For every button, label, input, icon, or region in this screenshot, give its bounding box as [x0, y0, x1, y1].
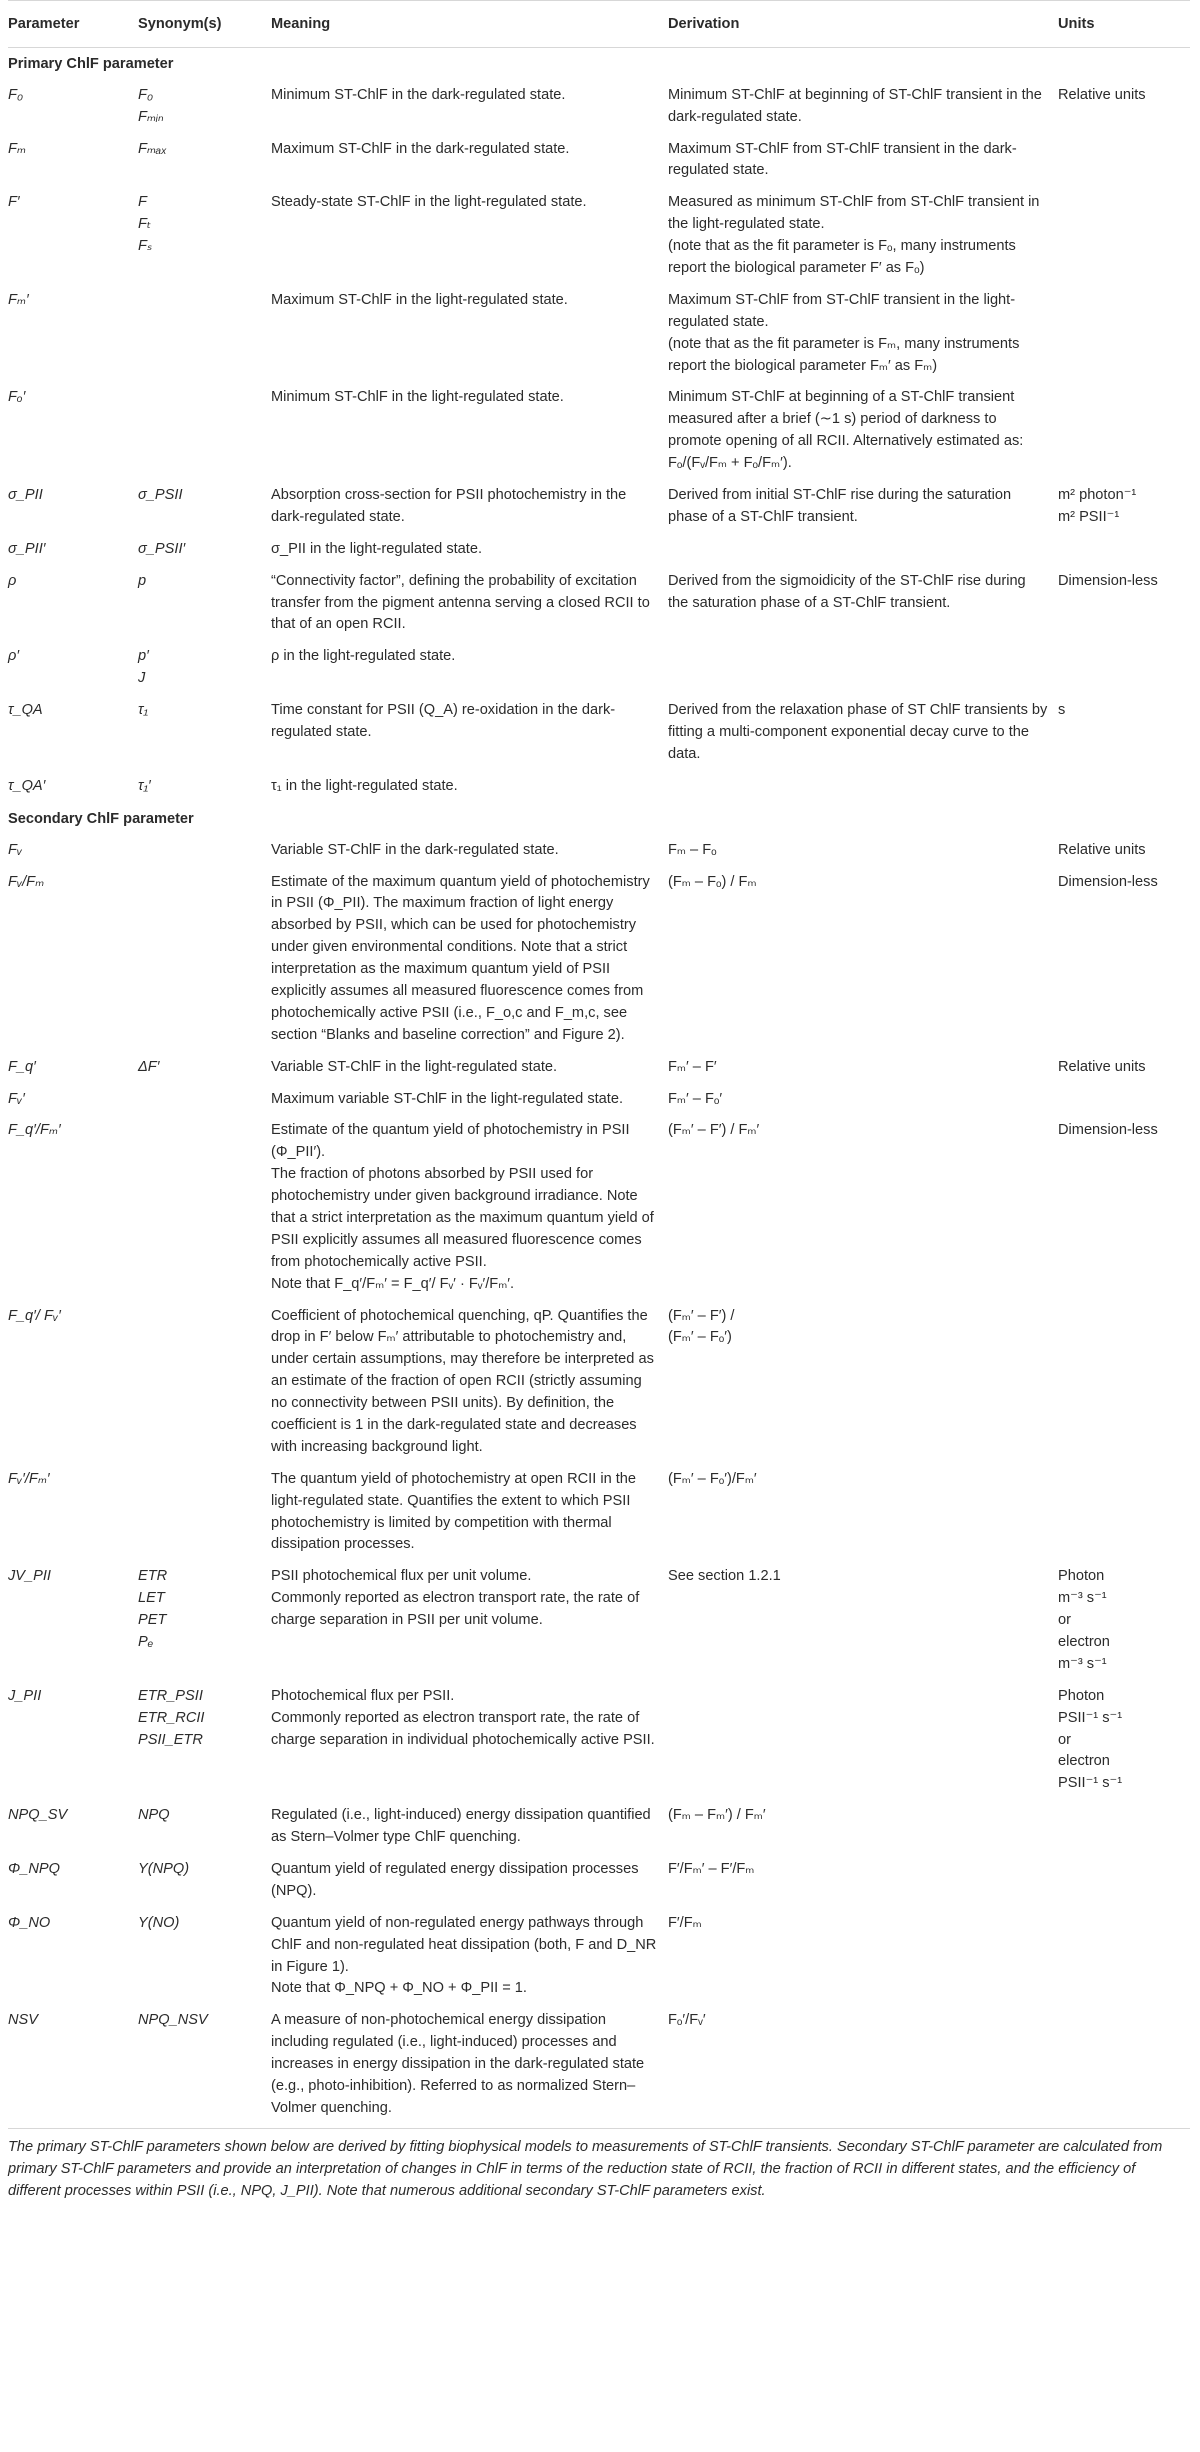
synonym-cell: [138, 1800, 271, 1854]
meaning-cell: [271, 1464, 668, 1562]
meaning-cell: [271, 566, 668, 642]
parameter-row: [8, 1301, 1190, 1464]
synonym-line: NPQ: [138, 1807, 170, 1824]
derivation-cell: [668, 1084, 1058, 1116]
derivation-cell: [668, 382, 1058, 480]
derivation-cell: [668, 2005, 1058, 2128]
parameter-cell: F₀: [8, 86, 24, 103]
synonym-cell: [138, 480, 271, 534]
units-cell: [1058, 771, 1190, 803]
meaning-line: The quantum yield of photochemistry at open RCII in the light-regulated state. Quantifies the extent to which PSII photochemistry is limited by competition with thermal dissipation processes.: [271, 1470, 637, 1553]
meaning-cell: [271, 771, 668, 803]
parameter-cell: ρ′: [8, 648, 20, 665]
derivation-line: Fₒ′/Fᵥ′: [668, 2012, 706, 2029]
derivation-line: Maximum ST-ChlF from ST-ChlF transient in the light-regulated state.: [668, 291, 1016, 330]
meaning-line: Estimate of the quantum yield of photochemistry in PSII (Φ_PII′).: [271, 1122, 630, 1161]
derivation-cell: [668, 1854, 1058, 1908]
units-cell: [1058, 566, 1190, 642]
table-header-row: [8, 1, 1190, 48]
units-cell: [1058, 1561, 1190, 1680]
meaning-line: Variable ST-ChlF in the light-regulated state.: [271, 1058, 558, 1075]
synonym-cell: [138, 382, 271, 480]
derivation-cell: [668, 534, 1058, 566]
derivation-line: (note that as the fit parameter is Fₘ, many instruments report the biological parameter Fₘ′ as Fₘ): [668, 335, 1020, 374]
parameter-cell: Fᵥ′: [8, 1090, 25, 1107]
meaning-cell: [271, 2005, 668, 2128]
parameter-cell: σ_PII: [8, 487, 43, 504]
synonym-cell: [138, 285, 271, 383]
table-footnote: The primary ST-ChlF parameters shown below are derived by fitting biophysical models to measurements of ST-ChlF transients. Secondary ST-ChlF parameter are calculated from primary ST-ChlF parameters and provide an interpretation of changes in ChlF in terms of the reduction state of RCII, the fraction of RCII in different states, and the efficiency of different processes within PSII (i.e., NPQ, J_PII). Note that numerous additional secondary ST-ChlF parameters exist.: [8, 2138, 1163, 2200]
meaning-line: Note that Φ_NPQ + Φ_NO + Φ_PII = 1.: [271, 1980, 527, 1997]
derivation-cell: [668, 1800, 1058, 1854]
synonym-cell: [138, 566, 271, 642]
meaning-line: Minimum ST-ChlF in the light-regulated state.: [271, 389, 564, 406]
parameter-cell: F_q′/Fₘ′: [8, 1122, 61, 1139]
units-cell: [1058, 835, 1190, 867]
synonym-line: Fₛ: [138, 238, 153, 255]
synonym-line: Pₑ: [138, 1634, 154, 1650]
parameter-row: [8, 1854, 1190, 1908]
synonym-cell: [138, 1052, 271, 1084]
parameter-cell: Fₘ: [8, 140, 27, 157]
meaning-line: PSII photochemical flux per unit volume.: [271, 1568, 532, 1585]
meaning-line: Commonly reported as electron transport rate, the rate of charge separation in PSII per unit volume.: [271, 1590, 640, 1629]
parameter-row: [8, 771, 1190, 803]
derivation-line: (Fₘ′ – Fₒ′): [668, 1329, 732, 1346]
meaning-cell: [271, 80, 668, 134]
synonym-line: ΔF′: [138, 1058, 160, 1075]
derivation-line: (Fₘ – Fₘ′) / Fₘ′: [668, 1807, 766, 1824]
synonym-line: ETR_RCII: [138, 1709, 205, 1726]
parameter-cell: Fₘ′: [8, 291, 29, 308]
units-cell: [1058, 695, 1190, 771]
table-body: [8, 47, 1190, 2128]
derivation-cell: [668, 641, 1058, 695]
units-cell: [1058, 1084, 1190, 1116]
meaning-cell: [271, 480, 668, 534]
synonym-line: PSII_ETR: [138, 1731, 203, 1748]
parameter-cell: Fᵥ: [8, 841, 23, 858]
meaning-cell: [271, 867, 668, 1052]
units-cell: [1058, 80, 1190, 134]
synonym-line: Fₜ: [138, 216, 152, 233]
synonym-line: ETR: [138, 1568, 168, 1585]
synonym-cell: [138, 1681, 271, 1800]
parameter-cell: τ_QA′: [8, 777, 46, 794]
meaning-line: “Connectivity factor”, defining the probability of excitation transfer from the pigment antenna serving a closed RCII to that of an open RCII.: [271, 572, 650, 633]
synonym-cell: [138, 1561, 271, 1680]
derivation-line: Fₘ – Fₒ: [668, 841, 717, 858]
parameter-row: [8, 1908, 1190, 2006]
derivation-cell: [668, 80, 1058, 134]
units-line: s: [1058, 702, 1066, 719]
derivation-line: Fₘ′ – Fₒ′: [668, 1090, 723, 1107]
derivation-cell: [668, 480, 1058, 534]
derivation-cell: [668, 695, 1058, 771]
meaning-cell: [271, 1561, 668, 1680]
derivation-line: Derived from initial ST-ChlF rise during the saturation phase of a ST-ChlF transient.: [668, 487, 1012, 525]
units-cell: [1058, 1908, 1190, 2006]
derivation-line: Derived from the sigmoidicity of the ST-ChlF rise during the saturation phase of a ST-ChlF transient.: [668, 572, 1026, 611]
meaning-line: Coefficient of photochemical quenching, qP. Quantifies the drop in F′ below Fₘ′ attributable to photochemistry and, under certain assumptions, may therefore be interpreted as an estimate of the fraction of open RCII (strictly assuming no connectivity between PSII units). By definition, the coefficient is 1 in the dark-regulated state and decreases with increasing background light.: [271, 1307, 654, 1455]
meaning-line: Photochemical flux per PSII.: [271, 1687, 455, 1704]
synonym-line: p′: [138, 648, 149, 665]
meaning-line: σ_PII in the light-regulated state.: [271, 540, 483, 557]
parameter-row: [8, 187, 1190, 285]
parameter-row: [8, 134, 1190, 188]
units-cell: [1058, 641, 1190, 695]
header-derivation: Derivation: [668, 1, 1058, 48]
units-cell: [1058, 1115, 1190, 1300]
units-line: Relative units: [1058, 86, 1146, 103]
synonym-cell: [138, 1084, 271, 1116]
meaning-line: Time constant for PSII (Q_A) re-oxidation in the dark-regulated state.: [271, 702, 616, 741]
derivation-cell: [668, 285, 1058, 383]
parameter-row: [8, 285, 1190, 383]
synonym-line: σ_PSII: [138, 487, 183, 504]
parameter-cell: F_q′: [8, 1058, 36, 1075]
synonym-line: F: [138, 194, 147, 211]
units-line: Relative units: [1058, 841, 1146, 858]
parameter-cell: σ_PII′: [8, 540, 46, 557]
units-cell: [1058, 382, 1190, 480]
meaning-cell: [271, 382, 668, 480]
derivation-cell: [668, 1681, 1058, 1800]
meaning-line: Regulated (i.e., light-induced) energy dissipation quantified as Stern–Volmer type ChlF quenching.: [271, 1807, 651, 1846]
synonym-cell: [138, 534, 271, 566]
synonym-cell: [138, 641, 271, 695]
synonym-cell: [138, 1115, 271, 1300]
parameter-row: [8, 1800, 1190, 1854]
units-line: Photon: [1058, 1568, 1105, 1585]
derivation-line: Derived from the relaxation phase of ST ChlF transients by fitting a multi-component exponential decay curve to the data.: [668, 702, 1048, 762]
parameter-row: [8, 1464, 1190, 1562]
derivation-line: F′/Fₘ′ – F′/Fₘ: [668, 1861, 755, 1878]
meaning-line: Quantum yield of non-regulated energy pathways through ChlF and non-regulated heat dissipation (both, F and D_NR in Figure 1).: [271, 1914, 657, 1975]
derivation-cell: [668, 1115, 1058, 1300]
header-units: Units: [1058, 1, 1190, 48]
parameter-row: [8, 1561, 1190, 1680]
meaning-line: The fraction of photons absorbed by PSII used for photochemistry under given background irradiance. Note that a strict interpretation as the maximum quantum yield of PSII explicitly assumes all measured fluorescence comes from photochemically active PSII.: [271, 1166, 654, 1270]
units-line: Relative units: [1058, 1058, 1146, 1075]
parameter-cell: Fᵥ/Fₘ: [8, 873, 45, 890]
synonym-cell: [138, 134, 271, 188]
synonym-line: J: [138, 670, 146, 687]
synonym-line: NPQ_NSV: [138, 2012, 208, 2029]
parameter-cell: JV_PII: [8, 1568, 51, 1585]
meaning-cell: [271, 1301, 668, 1464]
header-meaning: Meaning: [271, 1, 668, 48]
section-header-row: [8, 803, 1190, 835]
derivation-cell: [668, 835, 1058, 867]
parameter-row: [8, 1681, 1190, 1800]
parameter-cell: τ_QA: [8, 702, 43, 719]
synonym-cell: [138, 695, 271, 771]
parameter-row: [8, 80, 1190, 134]
section-title: Secondary ChlF parameter: [8, 810, 194, 827]
meaning-line: Commonly reported as electron transport rate, the rate of charge separation in individual photochemically active PSII.: [271, 1709, 655, 1748]
meaning-line: Maximum ST-ChlF in the light-regulated state.: [271, 291, 568, 308]
units-line: Dimension-less: [1058, 1122, 1158, 1139]
parameter-cell: F_q′/ Fᵥ′: [8, 1307, 61, 1324]
synonym-cell: [138, 1854, 271, 1908]
units-cell: [1058, 1052, 1190, 1084]
derivation-line: Measured as minimum ST-ChlF from ST-ChlF transient in the light-regulated state.: [668, 194, 1040, 233]
synonym-cell: [138, 80, 271, 134]
units-line: electron: [1058, 1753, 1110, 1770]
units-cell: [1058, 480, 1190, 534]
synonym-cell: [138, 2005, 271, 2128]
units-line: or: [1058, 1731, 1071, 1748]
parameter-row: [8, 1115, 1190, 1300]
meaning-line: Maximum ST-ChlF in the dark-regulated state.: [271, 140, 570, 157]
units-line: PSII⁻¹ s⁻¹: [1058, 1775, 1123, 1792]
parameter-cell: NSV: [8, 2005, 138, 2128]
synonym-line: Y(NPQ): [138, 1861, 190, 1878]
synonym-line: p: [138, 572, 147, 589]
section-header-row: [8, 47, 1190, 79]
derivation-cell: [668, 566, 1058, 642]
synonym-cell: [138, 1301, 271, 1464]
units-cell: [1058, 1464, 1190, 1562]
meaning-cell: [271, 1115, 668, 1300]
derivation-line: F′/Fₘ: [668, 1914, 702, 1931]
units-line: PSII⁻¹ s⁻¹: [1058, 1709, 1123, 1726]
derivation-cell: [668, 1464, 1058, 1562]
parameter-row: [8, 480, 1190, 534]
meaning-cell: [271, 1052, 668, 1084]
synonym-cell: [138, 1908, 271, 2006]
synonym-line: Fₘₐₓ: [138, 140, 167, 157]
derivation-line: Fₘ′ – F′: [668, 1058, 717, 1075]
meaning-line: Variable ST-ChlF in the dark-regulated state.: [271, 841, 559, 858]
units-line: Photon: [1058, 1687, 1105, 1704]
meaning-line: ρ in the light-regulated state.: [271, 648, 456, 665]
units-cell: [1058, 534, 1190, 566]
units-line: Dimension-less: [1058, 873, 1158, 890]
meaning-cell: [271, 1681, 668, 1800]
derivation-cell: [668, 867, 1058, 1052]
parameter-cell: J_PII: [8, 1687, 42, 1704]
parameter-row: [8, 867, 1190, 1052]
header-parameter: Parameter: [8, 1, 138, 48]
units-cell: [1058, 1854, 1190, 1908]
units-cell: [1058, 2005, 1190, 2128]
parameter-row: [8, 2005, 1190, 2128]
meaning-cell: [271, 134, 668, 188]
synonym-line: F₀: [138, 86, 154, 103]
synonym-line: LET: [138, 1590, 165, 1607]
synonym-cell: [138, 771, 271, 803]
parameter-row: [8, 566, 1190, 642]
meaning-cell: [271, 1908, 668, 2006]
parameter-cell: NPQ_SV: [8, 1807, 68, 1824]
units-cell: [1058, 187, 1190, 285]
meaning-cell: [271, 695, 668, 771]
meaning-cell: [271, 1800, 668, 1854]
parameter-cell: ρ: [8, 572, 17, 589]
derivation-line: (Fₘ – Fₒ) / Fₘ: [668, 873, 757, 890]
units-line: m⁻³ s⁻¹: [1058, 1590, 1107, 1607]
parameter-cell: Φ_NPQ: [8, 1861, 60, 1878]
parameter-row: [8, 1084, 1190, 1116]
meaning-line: Minimum ST-ChlF in the dark-regulated state.: [271, 86, 566, 103]
meaning-line: Note that F_q′/Fₘ′ = F_q′/ Fᵥ′ · Fᵥ′/Fₘ′.: [271, 1275, 515, 1292]
synonym-line: τ₁′: [138, 777, 151, 794]
derivation-cell: [668, 1052, 1058, 1084]
synonym-cell: [138, 867, 271, 1052]
parameter-row: [8, 835, 1190, 867]
derivation-cell: [668, 1908, 1058, 2006]
synonym-line: PET: [138, 1612, 167, 1629]
parameter-cell: F′: [8, 194, 20, 211]
header-synonyms: Synonym(s): [138, 1, 271, 48]
units-line: or: [1058, 1612, 1071, 1629]
derivation-cell: [668, 187, 1058, 285]
units-cell: [1058, 1800, 1190, 1854]
meaning-cell: [271, 1854, 668, 1908]
section-title: Primary ChlF parameter: [8, 55, 174, 72]
meaning-cell: [271, 187, 668, 285]
parameter-row: [8, 641, 1190, 695]
synonym-cell: [138, 187, 271, 285]
parameter-row: [8, 695, 1190, 771]
derivation-line: (Fₘ′ – Fₒ′)/Fₘ′: [668, 1470, 757, 1487]
synonym-line: Y(NO): [138, 1914, 180, 1931]
meaning-cell: [271, 1084, 668, 1116]
derivation-line: Minimum ST-ChlF at beginning of a ST-ChlF transient measured after a brief (∼1 s) period of darkness to promote opening of all RCII. Alternatively estimated as: Fₒ/(Fᵥ/Fₘ + Fₒ/Fₘ′).: [668, 389, 1024, 472]
meaning-line: Steady-state ST-ChlF in the light-regulated state.: [271, 194, 587, 211]
units-cell: [1058, 285, 1190, 383]
parameter-row: [8, 382, 1190, 480]
synonym-cell: [138, 835, 271, 867]
derivation-line: (note that as the fit parameter is Fₒ, many instruments report the biological parameter F′ as Fₒ): [668, 238, 1016, 277]
derivation-cell: [668, 1561, 1058, 1680]
derivation-cell: [668, 1301, 1058, 1464]
derivation-line: See section 1.2.1: [668, 1568, 781, 1585]
derivation-line: Minimum ST-ChlF at beginning of ST-ChlF transient in the dark-regulated state.: [668, 86, 1042, 125]
derivation-cell: [668, 134, 1058, 188]
parameter-row: [8, 534, 1190, 566]
meaning-cell: [271, 285, 668, 383]
units-line: m⁻³ s⁻¹: [1058, 1655, 1107, 1672]
meaning-line: A measure of non-photochemical energy dissipation including regulated (i.e., light-induced) processes and increases in energy dissipation in the dark-regulated state (e.g., photo-inhibition). Referred to as normalized Stern–Volmer quenching.: [271, 2012, 645, 2116]
units-cell: [1058, 1301, 1190, 1464]
units-cell: [1058, 1681, 1190, 1800]
synonym-line: σ_PSII′: [138, 540, 186, 557]
meaning-line: Quantum yield of regulated energy dissipation processes (NPQ).: [271, 1861, 639, 1899]
units-line: Dimension-less: [1058, 572, 1158, 589]
derivation-line: (Fₘ′ – F′) /: [668, 1307, 735, 1324]
meaning-line: Estimate of the maximum quantum yield of photochemistry in PSII (Φ_PII). The maximum fraction of light energy absorbed by PSII, which can be used for photochemistry under given environmental conditions. Note that a strict interpretation as the maximum quantum yield of PSII explicitly assumes all measured fluorescence comes from photochemically active PSII (i.e., F_o,c and F_m,c, see section “Blanks and baseline correction” and Figure 2).: [271, 873, 650, 1043]
derivation-line: Maximum ST-ChlF from ST-ChlF transient in the dark-regulated state.: [668, 140, 1017, 179]
parameter-cell: Fᵥ′/Fₘ′: [8, 1470, 50, 1487]
parameter-cell: Φ_NO: [8, 1914, 51, 1931]
units-cell: [1058, 867, 1190, 1052]
meaning-line: Absorption cross-section for PSII photochemistry in the dark-regulated state.: [271, 487, 627, 525]
synonym-line: Fₘᵢₙ: [138, 108, 164, 125]
units-line: electron: [1058, 1634, 1110, 1650]
units-line: m² PSII⁻¹: [1058, 508, 1120, 525]
meaning-cell: [271, 835, 668, 867]
synonym-cell: [138, 1464, 271, 1562]
meaning-cell: [271, 534, 668, 566]
chlf-parameter-table: [8, 0, 1190, 2129]
units-cell: [1058, 134, 1190, 188]
meaning-line: τ₁ in the light-regulated state.: [271, 777, 458, 794]
parameter-cell: Fₒ′: [8, 389, 26, 406]
synonym-line: τ₁: [138, 702, 149, 719]
parameter-row: [8, 1052, 1190, 1084]
derivation-cell: [668, 771, 1058, 803]
meaning-cell: [271, 641, 668, 695]
synonym-line: ETR_PSII: [138, 1687, 203, 1704]
units-line: m² photon⁻¹: [1058, 487, 1137, 504]
meaning-line: Maximum variable ST-ChlF in the light-regulated state.: [271, 1090, 624, 1107]
derivation-line: (Fₘ′ – F′) / Fₘ′: [668, 1122, 760, 1139]
